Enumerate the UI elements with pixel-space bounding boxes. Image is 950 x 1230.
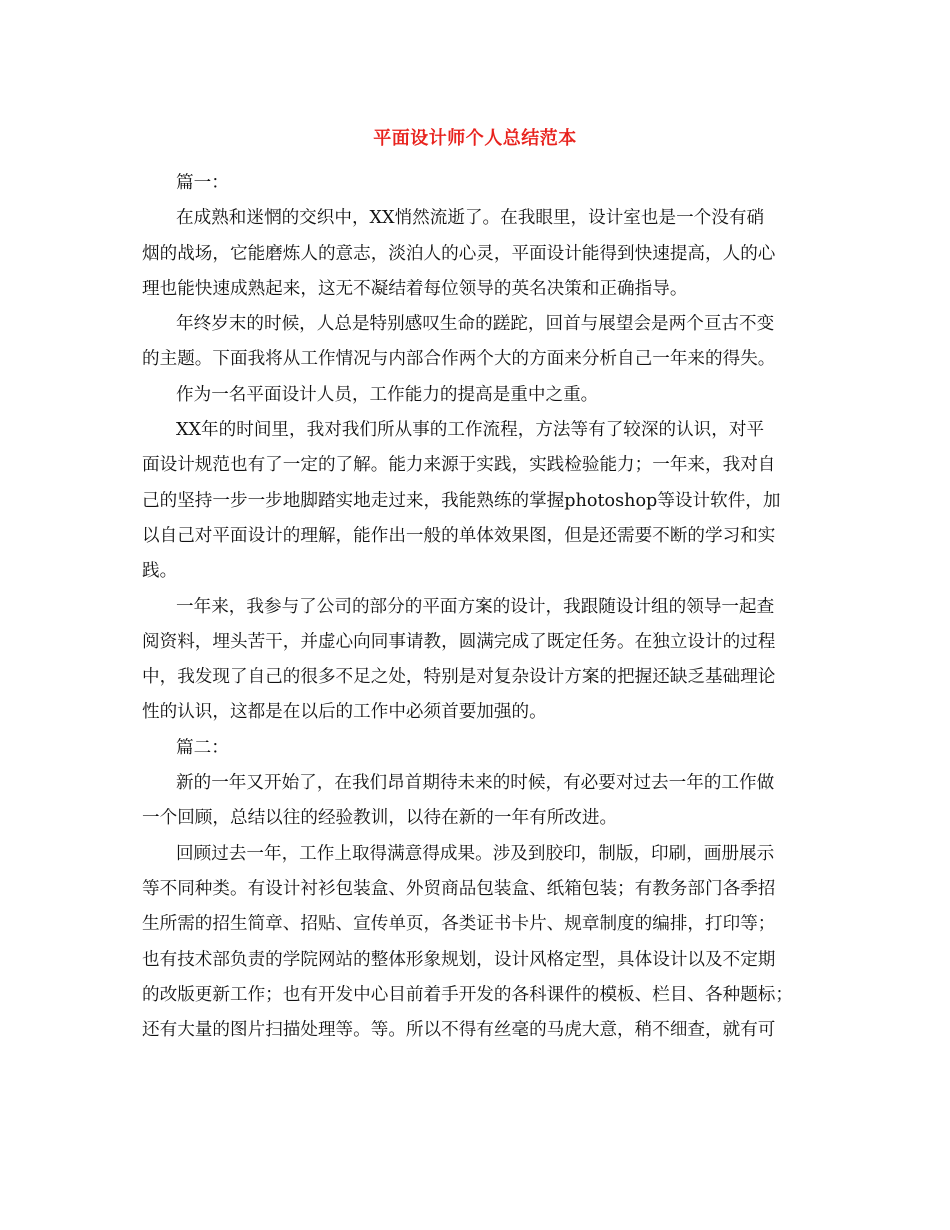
text-line: 篇二：: [176, 737, 229, 758]
text-line: 新的一年又开始了，在我们昂首期待未来的时候，有必要对过去一年的工作做: [176, 773, 775, 794]
text-line: 性的认识，这都是在以后的工作中必须首要加强的。: [142, 702, 547, 723]
text-line: 理也能快速成熟起来，这无不凝结着每位领导的英名决策和正确指导。: [142, 278, 688, 299]
text-line: 作为一名平面设计人员，工作能力的提高是重中之重。: [176, 384, 599, 405]
text-line: 的主题。下面我将从工作情况与内部合作两个大的方面来分析自己一年来的得失。: [142, 349, 776, 370]
text-line: 面设计规范也有了一定的了解。能力来源于实践，实践检验能力；一年来，我对自: [142, 455, 776, 476]
page-title: 平面设计师个人总结范本: [373, 128, 577, 149]
text-line: 烟的战场，它能磨炼人的意志，淡泊人的心灵，平面设计能得到快速提高，人的心: [142, 243, 776, 264]
text-line: 等不同种类。有设计衬衫包装盒、外贸商品包装盒、纸箱包装；有教务部门各季招: [142, 878, 776, 899]
text-line: 己的坚持一步一步地脚踏实地走过来，我能熟练的掌握photoshop等设计软件，加: [142, 490, 781, 511]
text-line: 篇一：: [176, 173, 229, 193]
text-line: 在成熟和迷惘的交织中，XX悄然流逝了。在我眼里，设计室也是一个没有硝: [176, 208, 765, 229]
text-line: XX年的时间里，我对我们所从事的工作流程，方法等有了较深的认识，对平: [176, 420, 765, 441]
text-line: 一年来，我参与了公司的部分的平面方案的设计，我跟随设计组的领导一起查: [176, 596, 775, 617]
text-line: 践。: [142, 561, 178, 582]
text-line: 也有技术部负责的学院网站的整体形象规划，设计风格定型，具体设计以及不定期: [142, 949, 776, 970]
text-line: 一个回顾，总结以往的经验教训，以待在新的一年有所改进。: [142, 808, 618, 829]
text-line: 回顾过去一年，工作上取得满意得成果。涉及到胶印，制版，印刷，画册展示: [176, 843, 775, 864]
text-line: 中，我发现了自己的很多不足之处，特别是对复杂设计方案的把握还缺乏基础理论: [142, 667, 776, 688]
text-line: 阅资料，埋头苦干，并虚心向同事请教，圆满完成了既定任务。在独立设计的过程: [142, 631, 776, 652]
text-line: 还有大量的图片扫描处理等。等。所以不得有丝毫的马虎大意，稍不细查，就有可: [142, 1020, 776, 1041]
document-body: [139, 166, 815, 1048]
text-line: 以自己对平面设计的理解，能作出一般的单体效果图，但是还需要不断的学习和实: [142, 525, 776, 546]
text-line: 生所需的招生简章、招贴、宣传单页，各类证书卡片、规章制度的编排，打印等；: [142, 914, 776, 935]
text-line: 的改版更新工作；也有开发中心目前着手开发的各科课件的模板、栏目、各种题标；: [142, 984, 793, 1005]
text-line: 年终岁末的时候，人总是特别感叹生命的蹉跎，回首与展望会是两个亘古不变: [176, 314, 775, 335]
